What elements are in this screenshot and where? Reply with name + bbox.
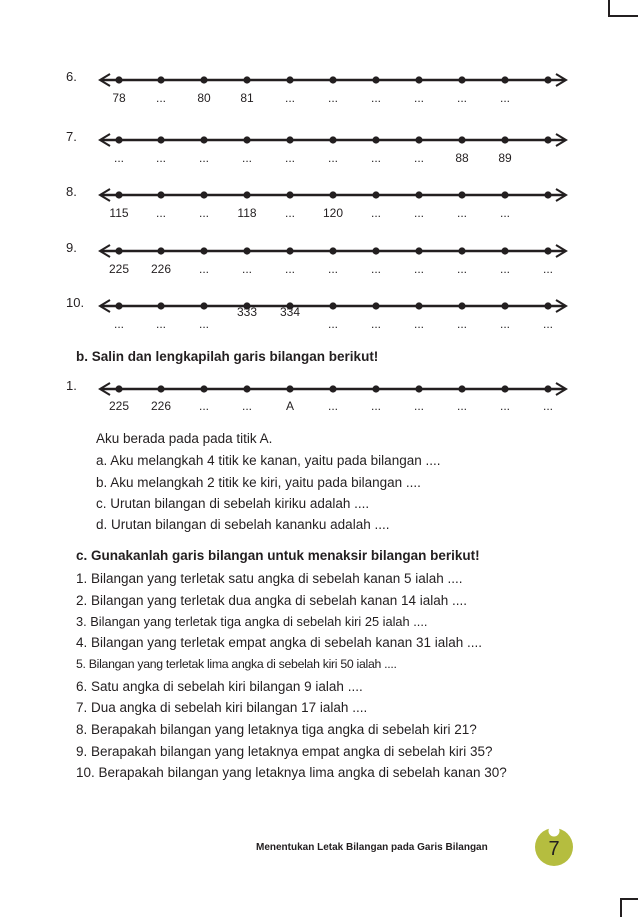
number-line-point [544,302,551,309]
number-line-point [544,191,551,198]
number-line-point [243,76,250,83]
number-line-point [329,191,336,198]
number-line-point [372,302,379,309]
tick-label: ... [456,262,467,276]
tick-label: 89 [498,151,512,165]
page-number: 7 [548,838,560,860]
number-line-point [415,136,422,143]
number-line-point [115,76,122,83]
number-line-point [501,76,508,83]
section-c-item: 8. Berapakah bilangan yang letaknya tiga angka di sebelah kiri 21? [76,722,477,737]
number-line-point [501,136,508,143]
number-line-point [286,247,293,254]
number-line-point [286,385,293,392]
tick-label: ... [284,91,295,105]
tick-label: ... [413,399,424,413]
tick-label: 118 [237,206,257,220]
tick-label: 334 [279,305,301,319]
number-line-point [415,302,422,309]
tick-label: ... [155,317,166,331]
tick-label: ... [413,206,424,220]
number-line-point [415,191,422,198]
number-line-point [415,247,422,254]
tick-label: ... [370,206,381,220]
number-line-point [115,191,122,198]
tick-label: ... [542,399,553,413]
number-line-point [115,247,122,254]
crop-mark-bottom-horizontal [620,898,638,900]
number-line-label: 8. [66,184,77,199]
crop-mark-top-vertical [608,0,610,16]
number-line-point [243,247,250,254]
tick-label: ... [499,317,510,331]
number-line-point [157,385,164,392]
number-line-point [329,247,336,254]
tick-label: ... [155,151,166,165]
tick-label: 115 [109,206,129,220]
tick-label: ... [241,399,252,413]
section-c-item: 1. Bilangan yang terletak satu angka di sebelah kanan 5 ialah .... [76,571,463,586]
tick-label: ... [499,206,510,220]
number-line-label: 1. [66,378,77,393]
tick-label: ... [499,262,510,276]
section-c-item: 3. Bilangan yang terletak tiga angka di sebelah kiri 25 ialah .... [76,614,428,629]
number-line [0,188,638,202]
number-line-point [372,191,379,198]
number-line-point [115,302,122,309]
tick-label: ... [413,262,424,276]
number-line-point [157,76,164,83]
section-c-item: 7. Dua angka di sebelah kiri bilangan 17 ialah .... [76,700,368,715]
tick-label: 226 [150,262,172,276]
tick-label: 120 [322,206,344,220]
tick-label: 225 [108,262,130,276]
section-b-item-c: c. Urutan bilangan di sebelah kiriku adalah .... [96,496,370,511]
number-line-label: 10. [66,295,85,310]
number-line-point [200,385,207,392]
tick-label: 81 [240,91,254,105]
number-line-point [544,385,551,392]
number-line-point [415,385,422,392]
number-line-point [243,191,250,198]
number-line-point [200,302,207,309]
number-line-point [501,385,508,392]
section-c-item: 5. Bilangan yang terletak lima angka di sebelah kiri 50 ialah .... [76,657,397,671]
tick-label: ... [113,151,124,165]
section-b-item-b: b. Aku melangkah 2 titik ke kiri, yaitu pada bilangan .... [96,475,421,490]
number-line-label: 6. [66,69,77,84]
crop-mark-top-horizontal [608,15,638,17]
tick-label: ... [542,262,553,276]
tick-label: 78 [112,91,126,105]
number-line-point [458,302,465,309]
number-line-point [286,191,293,198]
number-line-point [329,76,336,83]
tick-label: ... [327,262,338,276]
number-line-point [157,247,164,254]
tick-label: ... [370,399,381,413]
tick-label: ... [327,317,338,331]
number-line-point [372,136,379,143]
tick-label: ... [370,91,381,105]
number-line-point [200,76,207,83]
number-line-point [544,247,551,254]
tick-label: 225 [108,399,130,413]
tick-label: ... [327,91,338,105]
number-line-point [458,247,465,254]
tick-label: ... [284,262,295,276]
tick-label: ... [241,262,252,276]
number-line-point [157,191,164,198]
number-line-point [243,136,250,143]
tick-label: A [285,399,294,413]
section-c-heading: c. Gunakanlah garis bilangan untuk menaksir bilangan berikut! [76,548,480,563]
number-line-label: 7. [66,129,77,144]
number-line-point [501,191,508,198]
section-c-item: 10. Berapakah bilangan yang letaknya lima angka di sebelah kanan 30? [76,765,507,780]
number-line-point [243,385,250,392]
tick-label: ... [284,206,295,220]
number-line [0,73,638,87]
tick-label: 88 [455,151,469,165]
tick-label: ... [413,91,424,105]
crop-mark-bottom-vertical [620,898,622,917]
tick-label: ... [155,206,166,220]
number-line-point [286,136,293,143]
tick-label: ... [198,262,209,276]
tick-label: ... [456,91,467,105]
number-line-point [157,302,164,309]
footer-title: Menentukan Letak Bilangan pada Garis Bilangan [256,842,488,853]
section-c-item: 9. Berapakah bilangan yang letaknya empat angka di sebelah kiri 35? [76,744,493,759]
number-line-point [329,385,336,392]
number-line-point [544,76,551,83]
number-line-point [115,385,122,392]
number-line-point [458,76,465,83]
section-c-item: 2. Bilangan yang terletak dua angka di sebelah kanan 14 ialah .... [76,593,468,608]
tick-label: ... [198,317,209,331]
tick-label: ... [327,399,338,413]
number-line-point [372,385,379,392]
tick-label: ... [198,151,209,165]
number-line-point [329,302,336,309]
number-line-point [329,136,336,143]
section-c-item: 4. Bilangan yang terletak empat angka di sebelah kanan 31 ialah .... [76,635,483,650]
tick-label: ... [284,151,295,165]
tick-label: ... [370,262,381,276]
page-number-badge [532,822,576,868]
tick-label: ... [542,317,553,331]
tick-label: ... [370,151,381,165]
section-c-item: 6. Satu angka di sebelah kiri bilangan 9 ialah .... [76,679,363,694]
tick-label: ... [241,151,252,165]
number-line-point [544,136,551,143]
number-line-point [157,136,164,143]
number-line-point [200,136,207,143]
tick-label: ... [499,91,510,105]
number-line-point [372,76,379,83]
number-line-point [115,136,122,143]
number-line-point [200,247,207,254]
tick-label: ... [456,317,467,331]
section-b-item-a: a. Aku melangkah 4 titik ke kanan, yaitu pada bilangan .... [96,453,441,468]
tick-label: ... [198,399,209,413]
tick-label: 333 [236,305,258,319]
tick-label: ... [370,317,381,331]
number-line-point [372,247,379,254]
number-line [0,299,638,313]
section-b-intro: Aku berada pada pada titik A. [96,431,273,446]
section-b-heading: b. Salin dan lengkapilah garis bilangan berikut! [76,349,379,364]
section-b-item-d: d. Urutan bilangan di sebelah kananku adalah .... [96,517,390,532]
number-line [0,382,638,396]
number-line-point [286,76,293,83]
tick-label: ... [113,317,124,331]
number-line-point [415,76,422,83]
number-line-point [458,385,465,392]
tick-label: ... [198,206,209,220]
tick-label: 80 [197,91,211,105]
number-line [0,244,638,258]
number-line-point [501,247,508,254]
tick-label: ... [499,399,510,413]
tick-label: ... [456,399,467,413]
number-line-label: 9. [66,240,77,255]
tick-label: ... [327,151,338,165]
number-line-point [501,302,508,309]
tick-label: ... [456,206,467,220]
number-line-point [458,136,465,143]
number-line-point [200,191,207,198]
tick-label: 226 [150,399,172,413]
tick-label: ... [413,151,424,165]
tick-label: ... [155,91,166,105]
number-line-point [458,191,465,198]
tick-label: ... [413,317,424,331]
number-line [0,133,638,147]
